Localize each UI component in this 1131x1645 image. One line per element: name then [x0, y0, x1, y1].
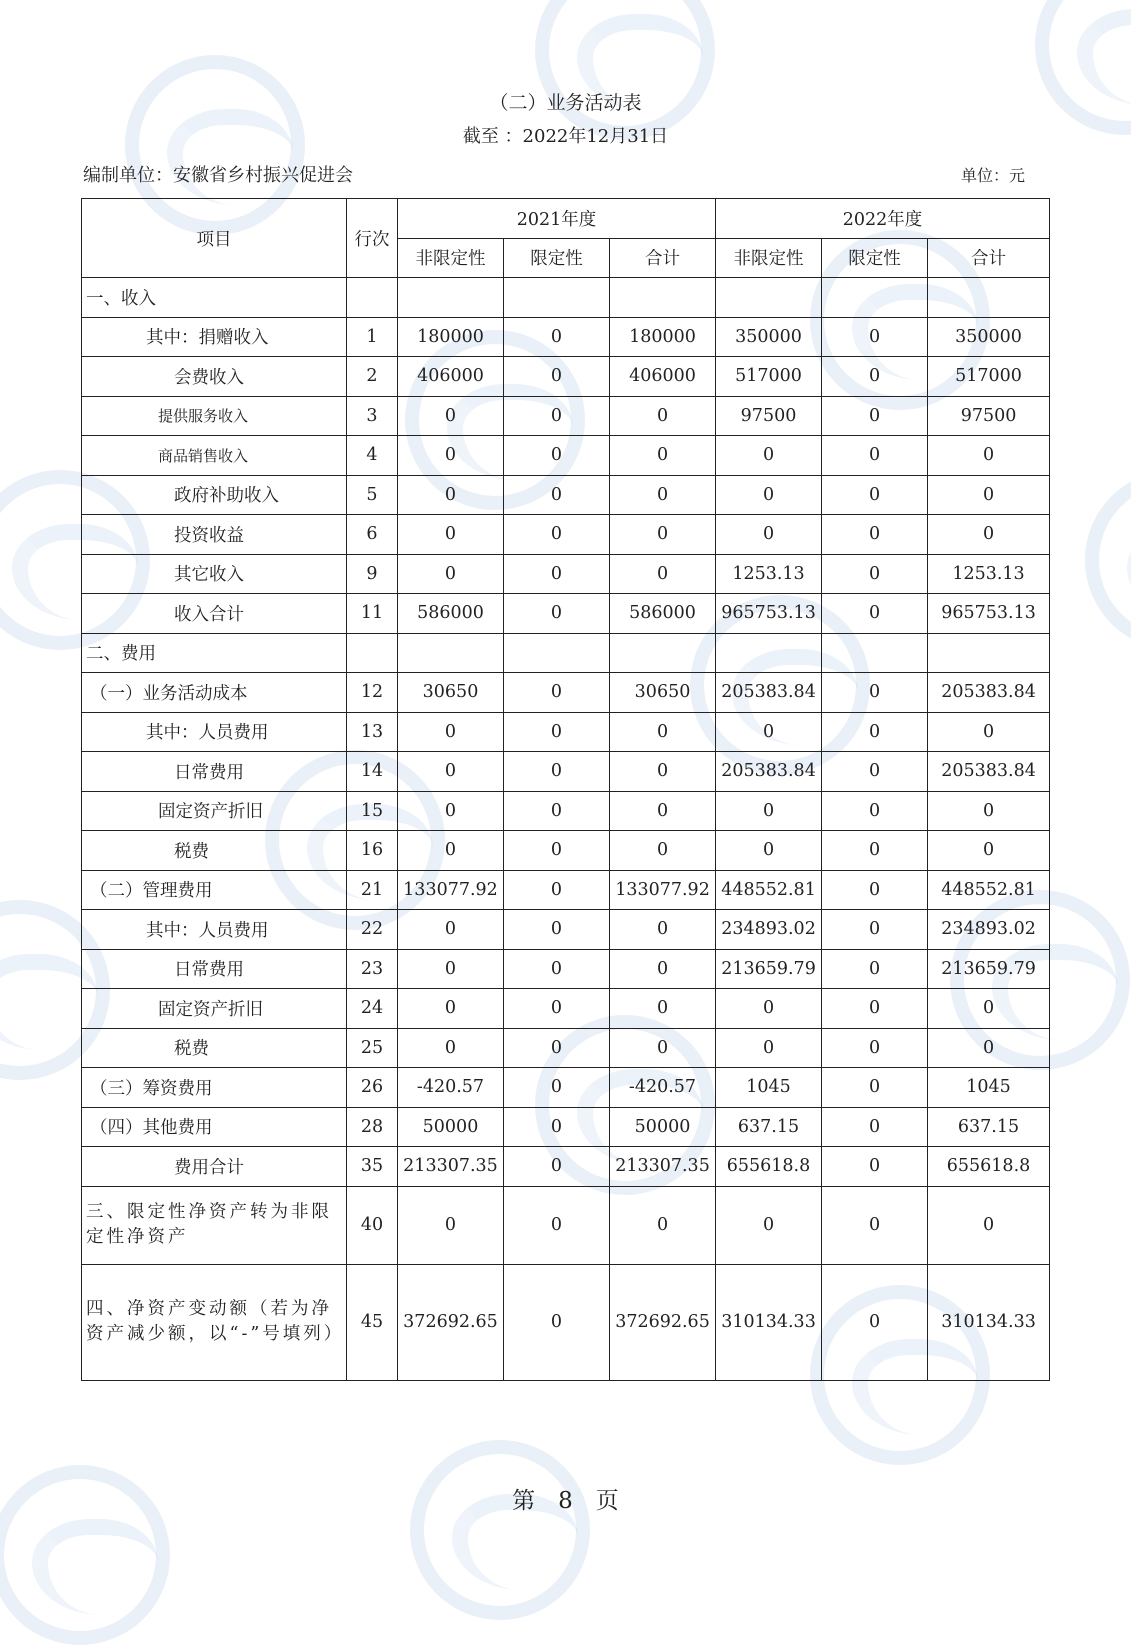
row-item: （三）筹资费用: [82, 1068, 347, 1108]
cell-2021-restricted: 0: [504, 436, 610, 476]
cell-2022-total: 0: [928, 1186, 1050, 1264]
table-row: [82, 752, 1050, 792]
row-item: 日常费用: [82, 949, 347, 989]
cell-2021-restricted: 0: [504, 949, 610, 989]
cell-2022-unrestricted: 637.15: [716, 1107, 822, 1147]
cell-2021-restricted: 0: [504, 870, 610, 910]
cell-2021-unrestricted: 0: [398, 515, 504, 555]
cell-2022-total: 0: [928, 791, 1050, 831]
table-row: [82, 357, 1050, 397]
table-row: [82, 989, 1050, 1029]
cell-2021-restricted: 0: [504, 317, 610, 357]
header-restricted: 限定性: [822, 238, 928, 278]
cell-2022-restricted: 0: [822, 949, 928, 989]
cell-2021-restricted: 0: [504, 1264, 610, 1380]
cell-2022-unrestricted: [716, 633, 822, 673]
table-row: [82, 475, 1050, 515]
cell-2022-restricted: 0: [822, 396, 928, 436]
cell-2022-restricted: [822, 633, 928, 673]
cell-2022-restricted: 0: [822, 1147, 928, 1187]
cell-2022-total: 0: [928, 712, 1050, 752]
cell-2021-total: 0: [610, 831, 716, 871]
table-row: [82, 317, 1050, 357]
header-year-2022: 2022年度: [716, 199, 1050, 239]
row-item: 其中：人员费用: [82, 712, 347, 752]
row-item: 商品销售收入: [82, 436, 347, 476]
cell-2021-total: 50000: [610, 1107, 716, 1147]
row-line-no: 28: [347, 1107, 398, 1147]
currency-unit: 单位：元: [960, 166, 1025, 185]
row-line-no: 35: [347, 1147, 398, 1187]
cell-2022-unrestricted: 205383.84: [716, 752, 822, 792]
row-item: 税费: [82, 831, 347, 871]
cell-2021-total: 180000: [610, 317, 716, 357]
watermark-seal: [535, 0, 715, 140]
cell-2021-restricted: [504, 633, 610, 673]
row-line-no: 9: [347, 554, 398, 594]
cell-2022-restricted: 0: [822, 910, 928, 950]
cell-2021-unrestricted: 406000: [398, 357, 504, 397]
cell-2022-unrestricted: 97500: [716, 396, 822, 436]
cell-2022-total: 965753.13: [928, 594, 1050, 634]
cell-2021-restricted: 0: [504, 396, 610, 436]
cell-2022-unrestricted: 1253.13: [716, 554, 822, 594]
cell-2021-unrestricted: 0: [398, 554, 504, 594]
table-row: [82, 554, 1050, 594]
cell-2021-unrestricted: 0: [398, 396, 504, 436]
cell-2021-unrestricted: 372692.65: [398, 1264, 504, 1380]
row-item: 其它收入: [82, 554, 347, 594]
cell-2021-unrestricted: 0: [398, 475, 504, 515]
header-item: 项目: [82, 199, 347, 278]
row-item: 政府补助收入: [82, 475, 347, 515]
header-year-2021: 2021年度: [398, 199, 716, 239]
cell-2021-restricted: 0: [504, 673, 610, 713]
cell-2022-total: 655618.8: [928, 1147, 1050, 1187]
cell-2022-restricted: 0: [822, 989, 928, 1029]
row-item: 四、净资产变动额（若为净资产减少额，以“-”号填列）: [82, 1264, 347, 1380]
cell-2022-restricted: 0: [822, 1068, 928, 1108]
cell-2022-total: 0: [928, 831, 1050, 871]
cell-2022-restricted: 0: [822, 870, 928, 910]
cell-2021-restricted: [504, 278, 610, 318]
row-line-no: 25: [347, 1028, 398, 1068]
header-total: 合计: [928, 238, 1050, 278]
cell-2021-total: 0: [610, 1186, 716, 1264]
row-line-no: 6: [347, 515, 398, 555]
row-line-no: 4: [347, 436, 398, 476]
cell-2021-unrestricted: 0: [398, 989, 504, 1029]
row-line-no: [347, 633, 398, 673]
cell-2021-restricted: 0: [504, 712, 610, 752]
cell-2021-total: [610, 633, 716, 673]
cell-2022-total: 1045: [928, 1068, 1050, 1108]
cell-2021-unrestricted: 0: [398, 752, 504, 792]
cell-2022-restricted: 0: [822, 673, 928, 713]
cell-2021-total: [610, 278, 716, 318]
row-item: 二、费用: [82, 633, 347, 673]
cell-2021-unrestricted: 133077.92: [398, 870, 504, 910]
cell-2021-total: 0: [610, 910, 716, 950]
row-line-no: 12: [347, 673, 398, 713]
cell-2022-unrestricted: 0: [716, 1028, 822, 1068]
cell-2022-unrestricted: 310134.33: [716, 1264, 822, 1380]
table-row: [82, 515, 1050, 555]
cell-2022-total: 213659.79: [928, 949, 1050, 989]
cell-2022-restricted: 0: [822, 1264, 928, 1380]
row-line-no: 26: [347, 1068, 398, 1108]
cell-2021-unrestricted: 0: [398, 712, 504, 752]
row-line-no: 2: [347, 357, 398, 397]
cell-2021-unrestricted: 0: [398, 949, 504, 989]
row-line-no: 40: [347, 1186, 398, 1264]
cell-2022-total: 350000: [928, 317, 1050, 357]
cell-2021-unrestricted: 0: [398, 831, 504, 871]
cell-2021-unrestricted: 0: [398, 791, 504, 831]
cell-2021-total: 0: [610, 949, 716, 989]
table-row: [82, 791, 1050, 831]
cell-2021-restricted: 0: [504, 515, 610, 555]
cell-2022-restricted: 0: [822, 475, 928, 515]
cell-2021-restricted: 0: [504, 1107, 610, 1147]
cell-2021-total: 0: [610, 1028, 716, 1068]
cell-2021-total: 0: [610, 989, 716, 1029]
cell-2022-unrestricted: 350000: [716, 317, 822, 357]
cell-2021-total: 30650: [610, 673, 716, 713]
table-row: [82, 278, 1050, 318]
table-row: [82, 831, 1050, 871]
row-line-no: 1: [347, 317, 398, 357]
cell-2021-unrestricted: 0: [398, 1186, 504, 1264]
report-date: 截至 ：2022年12月31日: [462, 126, 669, 147]
cell-2022-restricted: 0: [822, 1186, 928, 1264]
row-line-no: 21: [347, 870, 398, 910]
cell-2021-total: 0: [610, 515, 716, 555]
cell-2022-unrestricted: 0: [716, 475, 822, 515]
cell-2022-total: 97500: [928, 396, 1050, 436]
table-row: [82, 436, 1050, 476]
row-item: 其中：捐赠收入: [82, 317, 347, 357]
cell-2022-restricted: [822, 278, 928, 318]
cell-2021-unrestricted: 213307.35: [398, 1147, 504, 1187]
cell-2021-restricted: 0: [504, 475, 610, 515]
cell-2022-total: 205383.84: [928, 673, 1050, 713]
table-row: [82, 1186, 1050, 1264]
row-item: 会费收入: [82, 357, 347, 397]
cell-2021-total: 406000: [610, 357, 716, 397]
row-line-no: 16: [347, 831, 398, 871]
header-restricted: 限定性: [504, 238, 610, 278]
cell-2022-unrestricted: 0: [716, 989, 822, 1029]
cell-2021-total: 133077.92: [610, 870, 716, 910]
table-row: [82, 949, 1050, 989]
cell-2021-restricted: 0: [504, 1068, 610, 1108]
cell-2022-restricted: 0: [822, 791, 928, 831]
cell-2021-restricted: 0: [504, 910, 610, 950]
table-row: [82, 1147, 1050, 1187]
header-line-no: 行次: [347, 199, 398, 278]
table-row: [82, 712, 1050, 752]
cell-2022-restricted: 0: [822, 1028, 928, 1068]
cell-2022-unrestricted: 213659.79: [716, 949, 822, 989]
cell-2021-restricted: 0: [504, 1147, 610, 1187]
cell-2021-total: 586000: [610, 594, 716, 634]
header-total: 合计: [610, 238, 716, 278]
cell-2022-total: 0: [928, 515, 1050, 555]
table-row: [82, 1068, 1050, 1108]
page-number: 第 8 页: [512, 1488, 619, 1514]
row-item: （四）其他费用: [82, 1107, 347, 1147]
cell-2022-total: 1253.13: [928, 554, 1050, 594]
cell-2021-restricted: 0: [504, 1028, 610, 1068]
cell-2021-total: -420.57: [610, 1068, 716, 1108]
row-line-no: 11: [347, 594, 398, 634]
cell-2022-unrestricted: 0: [716, 791, 822, 831]
row-item: 日常费用: [82, 752, 347, 792]
cell-2021-total: 0: [610, 791, 716, 831]
row-item: 其中：人员费用: [82, 910, 347, 950]
cell-2022-unrestricted: 0: [716, 1186, 822, 1264]
cell-2022-unrestricted: 655618.8: [716, 1147, 822, 1187]
row-item: 税费: [82, 1028, 347, 1068]
cell-2022-restricted: 0: [822, 515, 928, 555]
cell-2022-restricted: 0: [822, 594, 928, 634]
row-item: 三、限定性净资产转为非限定性净资产: [82, 1186, 347, 1264]
row-item: 一、收入: [82, 278, 347, 318]
row-item: 投资收益: [82, 515, 347, 555]
cell-2022-unrestricted: 517000: [716, 357, 822, 397]
cell-2021-restricted: 0: [504, 831, 610, 871]
table-row: [82, 1264, 1050, 1380]
row-line-no: 3: [347, 396, 398, 436]
cell-2021-restricted: 0: [504, 989, 610, 1029]
row-item: 提供服务收入: [82, 396, 347, 436]
cell-2022-total: 205383.84: [928, 752, 1050, 792]
cell-2021-restricted: 0: [504, 357, 610, 397]
cell-2022-restricted: 0: [822, 1107, 928, 1147]
row-item: （一）业务活动成本: [82, 673, 347, 713]
cell-2021-unrestricted: 0: [398, 910, 504, 950]
cell-2022-total: 448552.81: [928, 870, 1050, 910]
table-row: [82, 870, 1050, 910]
cell-2022-total: 0: [928, 1028, 1050, 1068]
row-line-no: 45: [347, 1264, 398, 1380]
table-row: [82, 594, 1050, 634]
cell-2022-unrestricted: 234893.02: [716, 910, 822, 950]
cell-2021-unrestricted: -420.57: [398, 1068, 504, 1108]
cell-2022-restricted: 0: [822, 752, 928, 792]
cell-2022-total: 0: [928, 436, 1050, 476]
cell-2022-total: 234893.02: [928, 910, 1050, 950]
table-row: [82, 396, 1050, 436]
header-unrestricted: 非限定性: [716, 238, 822, 278]
cell-2021-total: 372692.65: [610, 1264, 716, 1380]
cell-2021-total: 0: [610, 554, 716, 594]
cell-2022-unrestricted: 0: [716, 831, 822, 871]
cell-2021-total: 0: [610, 396, 716, 436]
cell-2022-total: 517000: [928, 357, 1050, 397]
cell-2021-restricted: 0: [504, 752, 610, 792]
cell-2021-unrestricted: [398, 278, 504, 318]
cell-2021-unrestricted: 50000: [398, 1107, 504, 1147]
compiling-unit: 编制单位：安徽省乡村振兴促进会: [83, 165, 353, 186]
table-row: [82, 1107, 1050, 1147]
row-line-no: 15: [347, 791, 398, 831]
row-line-no: 5: [347, 475, 398, 515]
row-item: 固定资产折旧: [82, 791, 347, 831]
cell-2022-unrestricted: 0: [716, 515, 822, 555]
watermark-seal: [410, 1440, 590, 1620]
watermark-seal: [1085, 470, 1131, 650]
cell-2022-total: 0: [928, 475, 1050, 515]
cell-2021-total: 0: [610, 712, 716, 752]
cell-2022-unrestricted: 0: [716, 712, 822, 752]
row-item: 费用合计: [82, 1147, 347, 1187]
cell-2021-unrestricted: 0: [398, 1028, 504, 1068]
report-title: （二）业务活动表: [489, 92, 642, 114]
cell-2021-restricted: 0: [504, 554, 610, 594]
cell-2021-unrestricted: 0: [398, 436, 504, 476]
cell-2021-unrestricted: 586000: [398, 594, 504, 634]
table-body: [82, 278, 1050, 1381]
cell-2022-restricted: 0: [822, 317, 928, 357]
cell-2022-unrestricted: 205383.84: [716, 673, 822, 713]
activity-table: [81, 198, 1050, 1381]
cell-2021-restricted: 0: [504, 594, 610, 634]
cell-2022-restricted: 0: [822, 712, 928, 752]
cell-2022-unrestricted: 448552.81: [716, 870, 822, 910]
row-line-no: 24: [347, 989, 398, 1029]
row-item: （二）管理费用: [82, 870, 347, 910]
cell-2021-total: 213307.35: [610, 1147, 716, 1187]
cell-2022-total: 637.15: [928, 1107, 1050, 1147]
cell-2021-unrestricted: [398, 633, 504, 673]
table-row: [82, 910, 1050, 950]
cell-2021-unrestricted: 30650: [398, 673, 504, 713]
cell-2022-restricted: 0: [822, 554, 928, 594]
row-line-no: 13: [347, 712, 398, 752]
cell-2022-unrestricted: [716, 278, 822, 318]
cell-2021-restricted: 0: [504, 791, 610, 831]
row-item: 收入合计: [82, 594, 347, 634]
row-line-no: 22: [347, 910, 398, 950]
cell-2022-restricted: 0: [822, 831, 928, 871]
cell-2022-total: [928, 278, 1050, 318]
cell-2021-restricted: 0: [504, 1186, 610, 1264]
cell-2021-unrestricted: 180000: [398, 317, 504, 357]
cell-2022-restricted: 0: [822, 357, 928, 397]
table-row: [82, 633, 1050, 673]
cell-2021-total: 0: [610, 752, 716, 792]
cell-2022-total: [928, 633, 1050, 673]
cell-2022-unrestricted: 965753.13: [716, 594, 822, 634]
row-line-no: [347, 278, 398, 318]
cell-2021-total: 0: [610, 475, 716, 515]
cell-2021-total: 0: [610, 436, 716, 476]
cell-2022-unrestricted: 0: [716, 436, 822, 476]
row-item: 固定资产折旧: [82, 989, 347, 1029]
cell-2022-unrestricted: 1045: [716, 1068, 822, 1108]
row-line-no: 14: [347, 752, 398, 792]
cell-2022-total: 310134.33: [928, 1264, 1050, 1380]
table-row: [82, 1028, 1050, 1068]
row-line-no: 23: [347, 949, 398, 989]
cell-2022-restricted: 0: [822, 436, 928, 476]
header-unrestricted: 非限定性: [398, 238, 504, 278]
cell-2022-total: 0: [928, 989, 1050, 1029]
table-row: [82, 673, 1050, 713]
